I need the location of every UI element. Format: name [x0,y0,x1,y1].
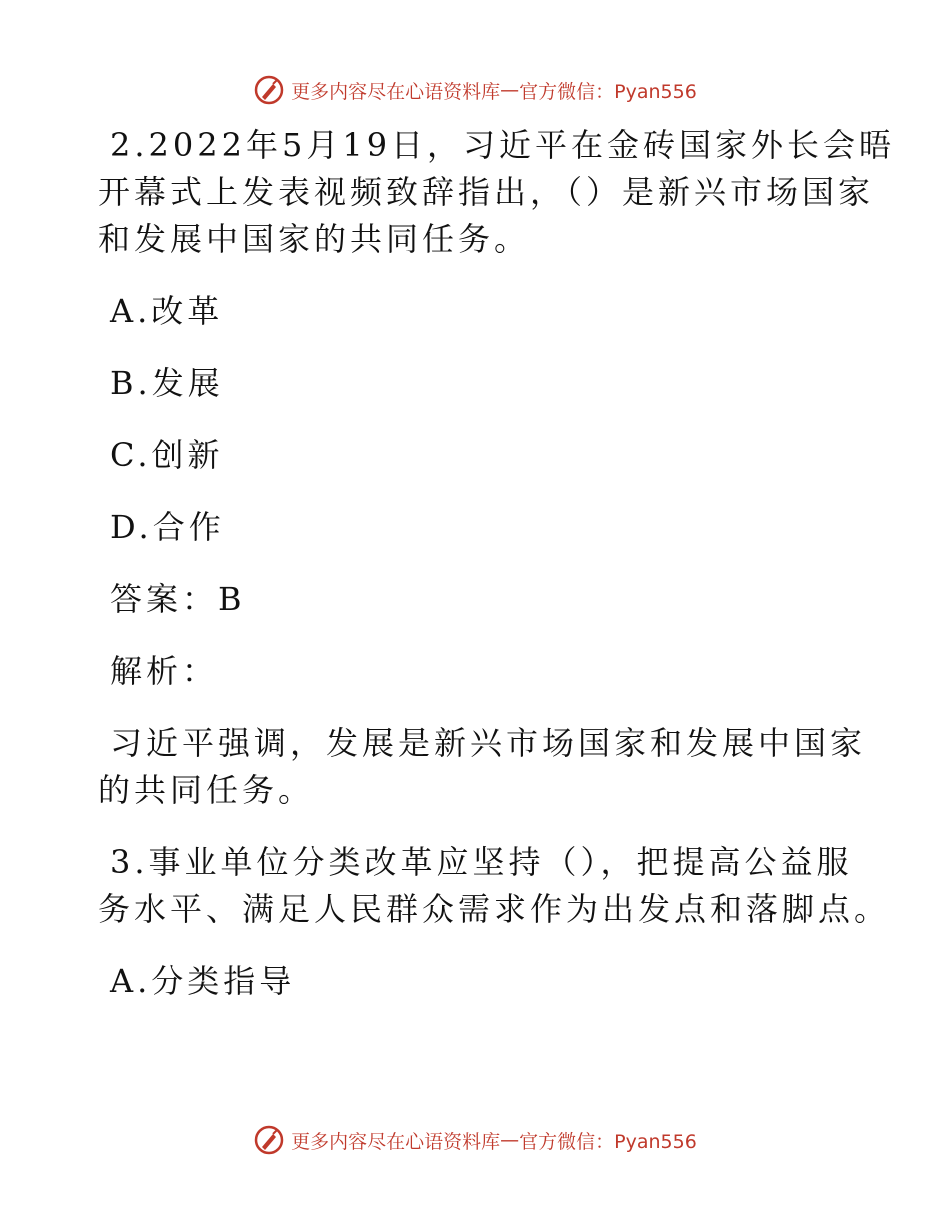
stem-line: 3.事业单位分类改革应坚持（），把提高公益服 [110,843,853,881]
pen-logo-icon [253,1124,285,1156]
banner-separator: — [500,79,520,101]
option-b: B.发展 [110,364,224,402]
stem-line: 务水平、满足人民群众需求作为出发点和落脚点。 [98,890,891,928]
analysis-text [98,720,867,814]
banner-wechat-text: 官方微信：Pyan556 [519,1130,697,1153]
banner-lead-text: 更多内容尽在心语资料库 [291,80,501,103]
banner-lead-text: 更多内容尽在心语资料库 [291,1130,501,1153]
option-d: D.合作 [110,508,225,546]
stem-line: 和发展中国家的共同任务。 [98,220,531,258]
answer-line: 答案：B [110,580,246,618]
option-c: C.创新 [110,436,224,474]
question-3-stem [98,839,891,933]
question-2-stem [98,122,896,263]
option-a: A.分类指导 [110,962,296,1000]
analysis-line: 习近平强调，发展是新兴市场国家和发展中国家 [110,724,867,762]
header-watermark-banner [0,70,950,110]
document-body [98,122,896,1030]
stem-line: 开幕式上发表视频致辞指出，（）是新兴市场国家 [98,173,875,211]
analysis-line: 的共同任务。 [98,771,315,809]
footer-watermark-banner [0,1120,950,1160]
pen-logo-icon [253,74,285,106]
analysis-label: 解析： [110,652,219,690]
banner-wechat-text: 官方微信：Pyan556 [519,80,697,103]
banner-separator: — [500,1129,520,1151]
option-a: A.改革 [110,292,224,330]
stem-line: 2.2022年5月19日，习近平在金砖国家外长会晤 [110,126,896,164]
